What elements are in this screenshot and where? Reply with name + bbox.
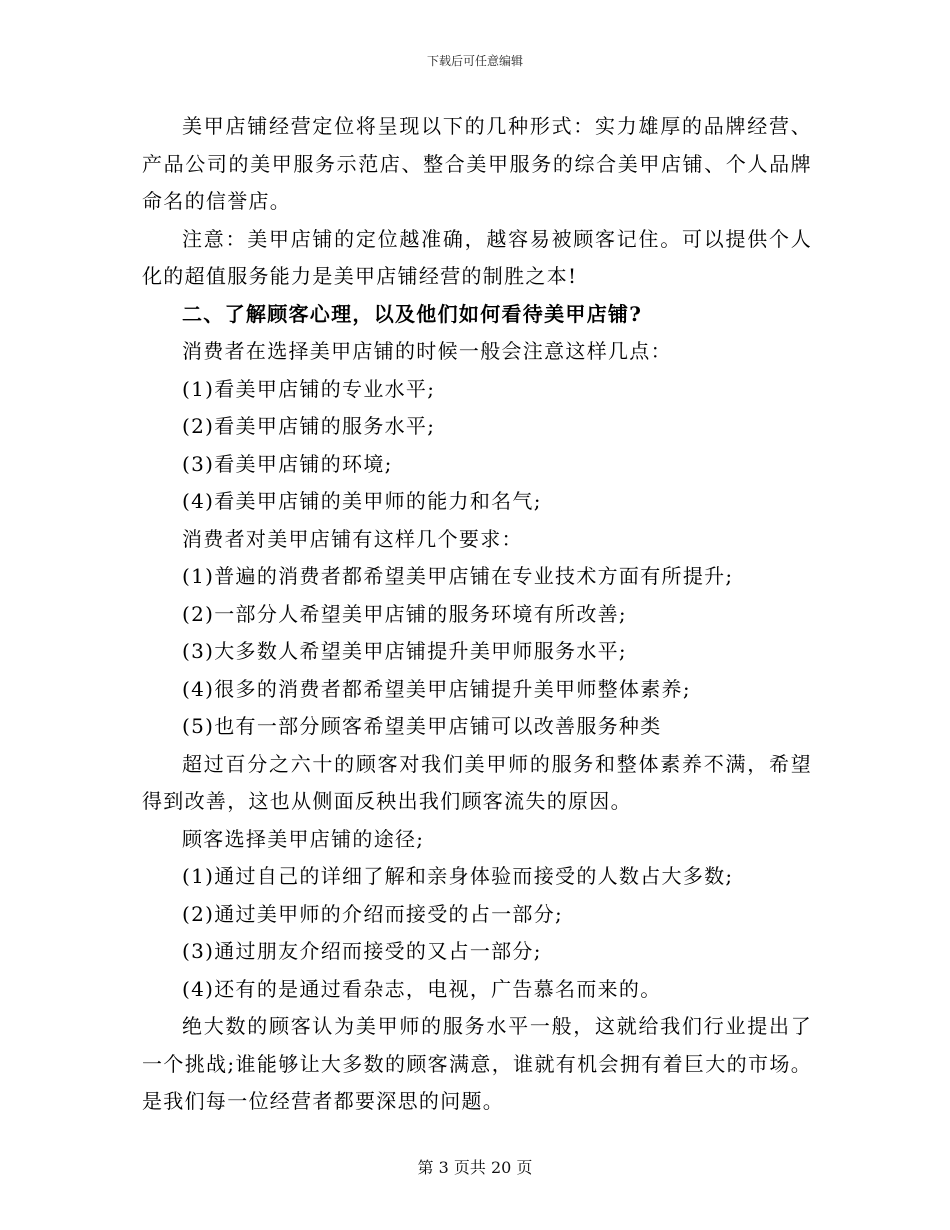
paragraph-consumer-requirements: 消费者对美甲店铺有这样几个要求： — [182, 526, 523, 551]
list-item: (2)通过美甲师的介绍而接受的占一部分; — [182, 901, 564, 926]
section-heading: 二、了解顾客心理，以及他们如何看待美甲店铺? — [182, 301, 643, 326]
page-header: 下载后可任意编辑 — [426, 54, 523, 68]
paragraph-selection-channels: 顾客选择美甲店铺的途径; — [182, 826, 425, 851]
paragraph-dissatisfaction: 超过百分之六十的顾客对我们美甲师的服务和整体素养不满，希望得到改善，这也从侧面反秧出我们顾客流失的原因。 — [142, 751, 812, 813]
list-item: (3)大多数人希望美甲店铺提升美甲师服务水平; — [182, 639, 627, 663]
list-item: (3)通过朋友介绍而接受的又占一部分; — [182, 939, 542, 963]
paragraph-note: 注意：美甲店铺的定位越准确，越容易被顾客记住。可以提供个人化的超值服务能力是美甲店铺经营的制胜之本! — [142, 226, 812, 288]
list-item: (2)看美甲店铺的服务水平; — [182, 414, 436, 438]
list-item: (4)很多的消费者都希望美甲店铺提升美甲师整体素养; — [182, 676, 691, 701]
paragraph-positioning-forms: 美甲店铺经营定位将呈现以下的几种形式：实力雄厚的品牌经营、产品公司的美甲服务示范店、整合美甲服务的综合美甲店铺、个人品牌命名的信誉店。 — [142, 114, 812, 213]
paragraph-consumer-attention: 消费者在选择美甲店铺的时候一般会注意这样几点： — [182, 339, 672, 363]
list-item: (5)也有一部分顾客希望美甲店铺可以改善服务种类 — [182, 714, 662, 738]
list-item: (1)看美甲店铺的专业水平; — [182, 376, 436, 401]
list-item: (1)通过自己的详细了解和亲身体验而接受的人数占大多数; — [182, 864, 734, 888]
document-body — [142, 108, 812, 1121]
list-item: (2)一部分人希望美甲店铺的服务环境有所改善; — [182, 601, 627, 626]
list-item: (4)看美甲店铺的美甲师的能力和名气; — [182, 489, 542, 513]
page-footer: 第 3 页共 20 页 — [417, 1158, 533, 1177]
list-item: (4)还有的是通过看杂志，电视，广告慕名而来的。 — [182, 976, 662, 1001]
list-item: (1)普遍的消费者都希望美甲店铺在专业技术方面有所提升; — [182, 564, 734, 588]
list-item: (3)看美甲店铺的环境; — [182, 451, 393, 476]
paragraph-conclusion: 绝大数的顾客认为美甲师的服务水平一般，这就给我们行业提出了一个挑战;谁能够让大多数的顾客满意，谁就有机会拥有着巨大的市场。是我们每一位经营者都要深思的问题。 — [142, 1014, 812, 1113]
